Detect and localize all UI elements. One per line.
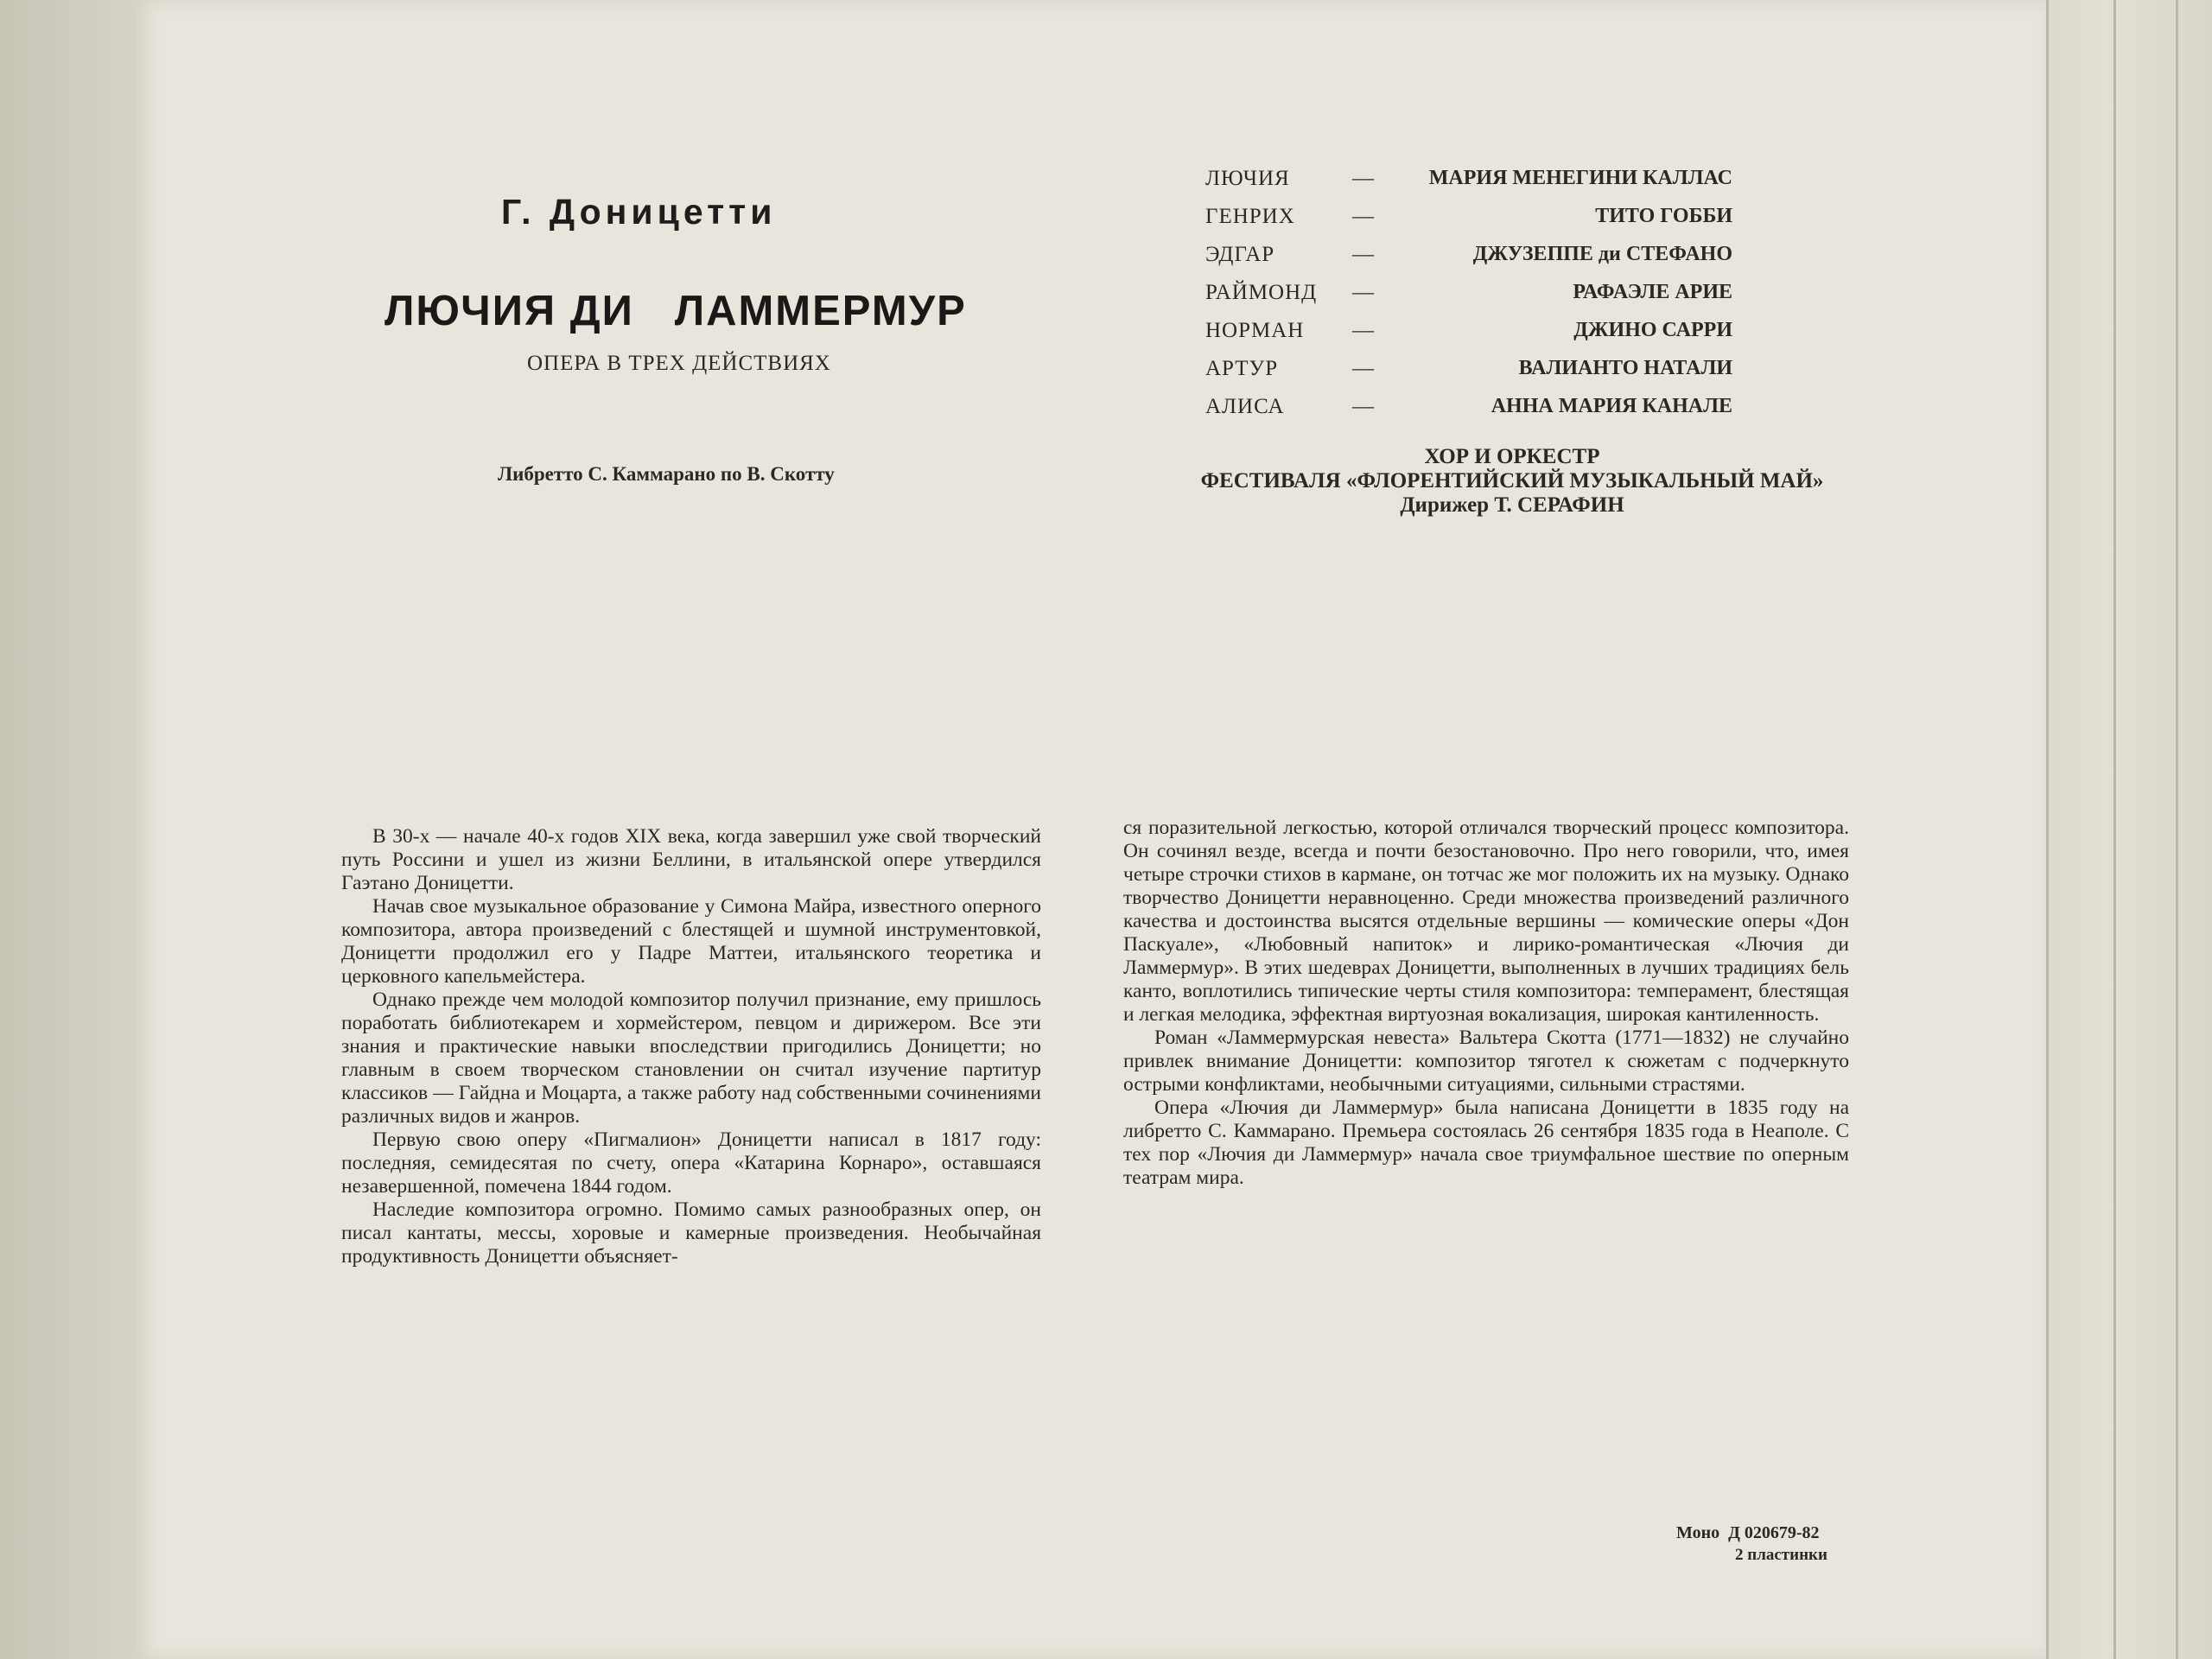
cast-list [1205, 167, 1732, 433]
opera-title: ЛЮЧИЯ ДИ ЛАММЕРМУР [385, 288, 967, 334]
page-edge-line [2113, 0, 2116, 1659]
background-left-edge [0, 0, 137, 1659]
essay-paragraph: Опера «Лючия ди Ламмермур» была написана Доницетти в 1835 году на либретто С. Каммарано. Премьера состоялась 26 сентября 1835 года в Неаполе. С тех пор «Лючия ди Ламмермур» начала свое триумфальное шествие по оперным театрам мира. [1123, 1096, 1849, 1189]
cast-row [1205, 395, 1732, 433]
catalog-number: Моно Д 020679-82 [1676, 1523, 1820, 1542]
festival-line: ФЕСТИВАЛЯ «ФЛОРЕНТИЙСКИЙ МУЗЫКАЛЬНЫЙ МАЙ» [1200, 469, 1824, 493]
cast-role: ГЕНРИХ [1205, 205, 1295, 228]
essay-left-column [341, 825, 1041, 1268]
essay-paragraph: Первую свою оперу «Пигмалион» Доницетти написал в 1817 году: последняя, семидесятая по счету, опера «Катарина Корнаро», оставшаяся незавершенной, помечена 1844 годом. [341, 1128, 1041, 1198]
cast-dash: — [1352, 319, 1374, 342]
cast-role: АРТУР [1205, 357, 1279, 380]
cast-role: НОРМАН [1205, 319, 1305, 342]
cast-singer: АННА МАРИЯ КАНАЛЕ [1491, 395, 1732, 417]
essay-paragraph: Роман «Ламмермурская невеста» Вальтера Скотта (1771—1832) не случайно привлек внимание Доницетти: композитор тяготел к сюжетам с подчеркнуто острыми конфликтами, необычными ситуациями, сильными страстями. [1123, 1027, 1849, 1096]
disc-count: 2 пластинки [1735, 1546, 1827, 1564]
essay-paragraph: Наследие композитора огромно. Помимо самых разнообразных опер, он писал кантаты, мессы, хоровые и камерные произведения. Необычайная продуктивность Доницетти объясняет- [341, 1198, 1041, 1268]
cast-dash: — [1352, 167, 1374, 190]
chorus-orchestra-credit [1080, 445, 1944, 518]
cast-role: РАЙМОНД [1205, 281, 1318, 304]
cast-row [1205, 357, 1732, 395]
conductor-line: Дирижер Т. СЕРАФИН [1400, 493, 1624, 517]
cast-dash: — [1352, 243, 1374, 266]
cast-role: ЛЮЧИЯ [1205, 167, 1290, 190]
essay-paragraph: Начав свое музыкальное образование у Симона Майра, известного оперного композитора, автора произведений с блестящей и шумной инструментовкой, Доницетти продолжил его у Падре Маттеи, итальянского теоретика и церковного капельмейстера. [341, 895, 1041, 988]
cast-singer: РАФАЭЛЕ АРИЕ [1573, 281, 1732, 303]
composer-name: Г. Доницетти [501, 192, 777, 232]
cast-dash: — [1352, 357, 1374, 380]
page-edge-line [2176, 0, 2178, 1659]
cast-singer: ДЖУЗЕППЕ ди СТЕФАНО [1472, 243, 1732, 265]
cast-row [1205, 205, 1732, 243]
cast-row [1205, 319, 1732, 357]
essay-paragraph: В 30-х — начале 40-х годов XIX века, когда завершил уже свой творческий путь Россини и ушел из жизни Беллини, в итальянской опере утвердился Гаэтано Доницетти. [341, 825, 1041, 894]
cast-singer: МАРИЯ МЕНЕГИНИ КАЛЛАС [1428, 167, 1732, 189]
cast-dash: — [1352, 205, 1374, 228]
cast-row [1205, 167, 1732, 205]
essay-paragraph: Однако прежде чем молодой композитор получил признание, ему пришлось поработать библиотекарем и хормейстером, певцом и дирижером. Все эти знания и практические навыки впоследствии пригодились Доницетти; но главным в своем творческом становлении он считал изучение партитур классиков — Гайдна и Моцарта, а также работу над собственными сочинениями различных видов и жанров. [341, 988, 1041, 1128]
cast-role: АЛИСА [1205, 395, 1285, 418]
cast-row [1205, 243, 1732, 281]
page-right-edge [2046, 0, 2212, 1659]
essay-right-column [1123, 817, 1849, 1190]
opera-subtitle: ОПЕРА В ТРЕХ ДЕЙСТВИЯХ [527, 352, 831, 375]
page-edge-line [2046, 0, 2049, 1659]
chorus-line: ХОР И ОРКЕСТР [1424, 445, 1600, 468]
essay-paragraph: ся поразительной легкостью, которой отличался творческий процесс композитора. Он сочинял везде, всегда и почти безостановочно. Про него говорили, что, имея четыре строчки стихов в кармане, он тотчас же мог положить их на музыку. Однако творчество Доницетти неравноценно. Среди множества произведений различного качества и достоинства высятся отдельные вершины — комические оперы «Дон Паскуале», «Любовный напиток» и лирико-романтическая «Лючия ди Ламмермур». В этих шедеврах Доницетти, выполненных в лучших традициях бель канто, воплотились типические черты стиля композитора: темперамент, блестящая и легкая мелодика, эффектная виртуозная вокализация, широкая кантиленность. [1123, 817, 1849, 1026]
libretto-credit: Либретто С. Каммарано по В. Скотту [498, 463, 835, 485]
cast-role: ЭДГАР [1205, 243, 1275, 266]
cast-row [1205, 281, 1732, 319]
cast-singer: ДЖИНО САРРИ [1573, 319, 1732, 341]
cast-singer: ТИТО ГОББИ [1595, 205, 1732, 227]
cast-singer: ВАЛИАНТО НАТАЛИ [1518, 357, 1732, 379]
cast-dash: — [1352, 395, 1374, 418]
cast-dash: — [1352, 281, 1374, 304]
